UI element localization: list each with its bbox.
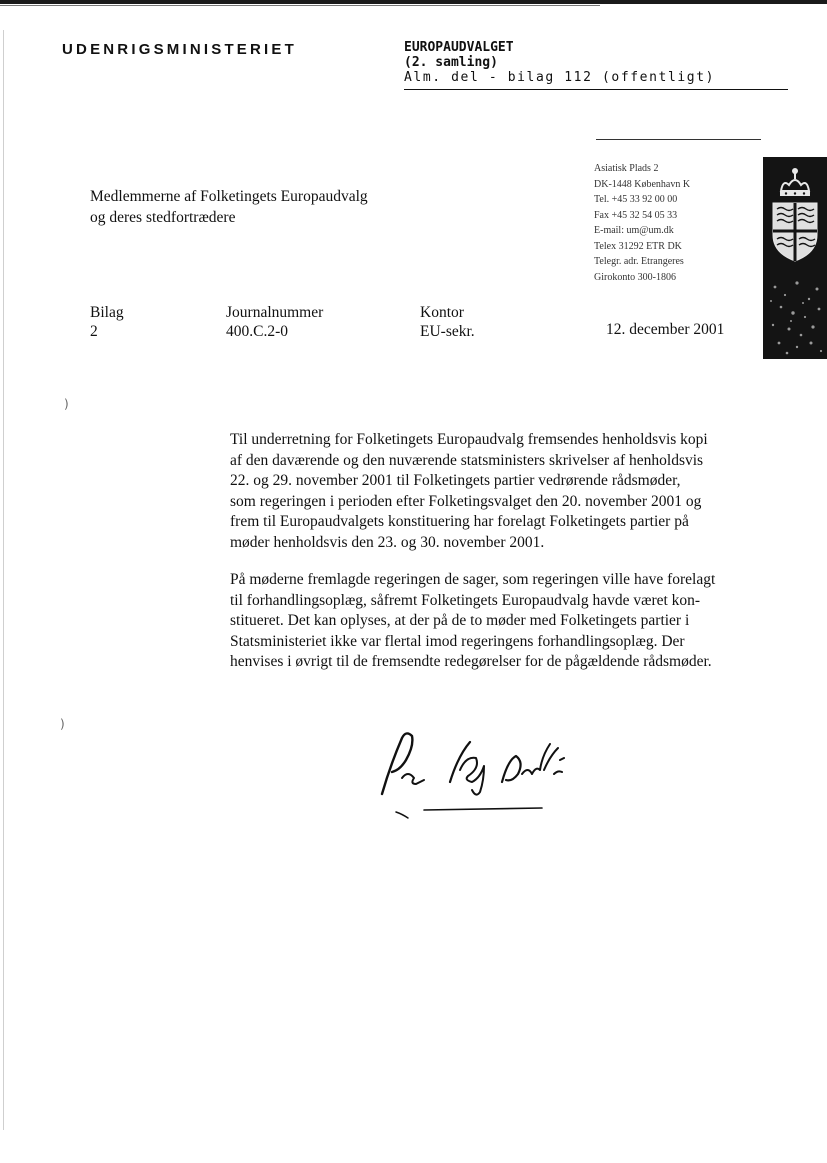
letter-body xyxy=(230,430,775,690)
recipient-block xyxy=(90,186,368,228)
text-line: 22. og 29. november 2001 til Folketingets partier vedrørende rådsmøder, xyxy=(230,472,681,489)
recipient-line: Medlemmerne af Folketingets Europaudvalg xyxy=(90,188,368,205)
text-line: til forhandlingsoplæg, såfremt Folketingets Europaudvalg havde været kon- xyxy=(230,591,701,609)
address-line: Girokonto 300-1806 xyxy=(594,271,676,283)
recipient-line: og deres stedfortrædere xyxy=(90,209,236,226)
journal-label: Journalnummer xyxy=(226,304,324,321)
ministry-name: UDENRIGSMINISTERIET xyxy=(62,41,297,58)
stamp-underline xyxy=(404,89,788,90)
kontor-label: Kontor xyxy=(420,304,464,321)
text-line: henvises i øvrigt til de fremsendte redegørelser for de pågældende rådsmøder. xyxy=(230,653,712,670)
text-line: På møderne fremlagde regeringen de sager, som regeringen ville have forelagt xyxy=(230,571,716,588)
text-line: møder henholdsvis den 23. og 30. november 2001. xyxy=(230,533,545,551)
text-line: Statsministeriet ikke var flertal imod regeringens forhandlingsoplæg. Der xyxy=(230,632,685,650)
scan-mark: ) xyxy=(60,717,65,731)
bilag-label: Bilag xyxy=(90,304,124,321)
bilag-value: 2 xyxy=(90,323,98,340)
kontor-value: EU-sekr. xyxy=(420,323,475,340)
committee-stamp xyxy=(404,40,715,85)
text-line: frem til Europaudvalgets konstituering har forelagt Folketingets partier på xyxy=(230,513,689,530)
address-line: DK-1448 København K xyxy=(594,178,691,190)
scan-left-edge xyxy=(3,30,4,1130)
text-line: af den daværende og den nuværende statsministers skrivelser af henholdsvis xyxy=(230,451,704,469)
address-line: E-mail: um@um.dk xyxy=(594,225,674,236)
paragraph-1 xyxy=(230,430,775,553)
stamp-reference: Alm. del - bilag 112 (offentligt) xyxy=(404,70,716,85)
address-rule xyxy=(596,139,761,140)
letter-date: 12. december 2001 xyxy=(606,321,725,338)
royal-coat-of-arms-logo xyxy=(763,157,827,359)
address-line: Fax +45 32 54 05 33 xyxy=(594,209,678,221)
scan-mark: ) xyxy=(64,397,69,411)
text-line: som regeringen i perioden efter Folketingsvalget den 20. november 2001 og xyxy=(230,492,702,510)
address-line: Tel. +45 33 92 00 00 xyxy=(594,194,678,205)
stamp-committee: EUROPAUDVALGET xyxy=(404,40,514,55)
address-line: Telex 31292 ETR DK xyxy=(594,240,682,252)
kontor-field xyxy=(420,303,475,341)
address-line: Asiatisk Plads 2 xyxy=(594,163,659,174)
sender-address xyxy=(594,161,690,285)
stamp-session: (2. samling) xyxy=(404,55,498,70)
handwritten-signature xyxy=(372,726,582,826)
paragraph-2 xyxy=(230,570,775,673)
text-line: Til underretning for Folketingets Europaudvalg fremsendes henholdsvis kopi xyxy=(230,431,708,448)
scan-top-border xyxy=(0,0,827,4)
journal-field xyxy=(226,303,323,341)
text-line: stitueret. Det kan oplyses, at der på de to møder med Folketingets partier i xyxy=(230,612,690,629)
scan-top-border-faint xyxy=(0,5,600,6)
bilag-field xyxy=(90,303,124,341)
address-line: Telegr. adr. Etrangeres xyxy=(594,256,684,267)
journal-value: 400.C.2-0 xyxy=(226,323,288,340)
